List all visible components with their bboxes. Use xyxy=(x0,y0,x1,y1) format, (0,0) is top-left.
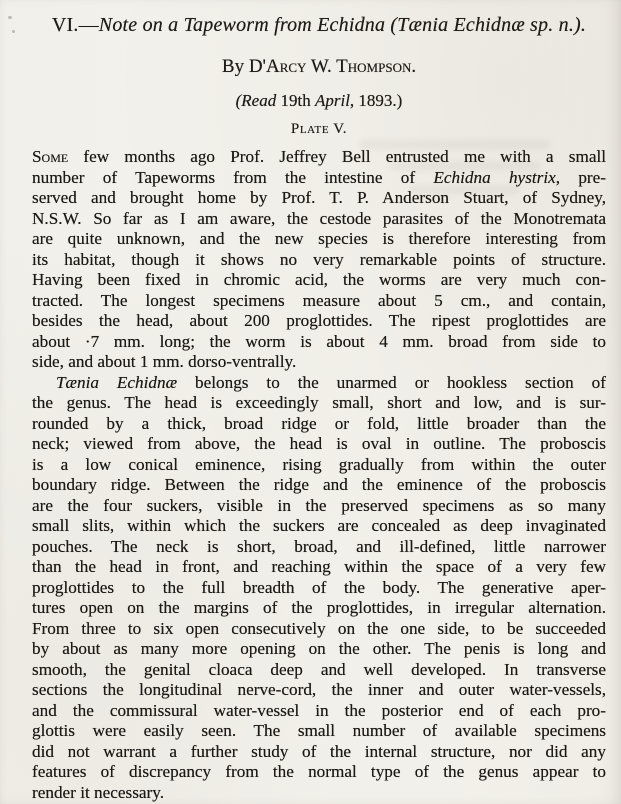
text-segment: D'Arcy W. Thompson. xyxy=(248,56,417,77)
scan-speck xyxy=(12,30,15,33)
text-segment: April xyxy=(314,91,350,110)
text-segment: about ·7 mm. long; the worm is about 4 mm. broad from side to xyxy=(32,331,606,351)
text-segment: boundary ridge. Between the ridge and the eminence of the proboscis xyxy=(32,475,606,494)
text-line xyxy=(32,680,606,701)
text-segment: pouches. The neck is short, broad, and ill-defined, little narrower xyxy=(32,536,606,556)
text-line xyxy=(32,721,606,742)
text-line xyxy=(32,455,606,476)
text-line xyxy=(32,291,606,312)
text-segment: 19th xyxy=(280,91,315,110)
text-segment: the genus. The head is exceedingly small, short and low, and is sur- xyxy=(32,393,606,412)
article-plate-reference xyxy=(32,120,606,138)
text-segment: Echidna hystrix xyxy=(433,167,556,187)
text-line xyxy=(32,762,606,783)
scan-speck xyxy=(8,16,12,19)
text-line xyxy=(32,496,606,517)
text-line xyxy=(32,660,606,681)
text-segment: number of Tapeworms from the intestine of xyxy=(32,167,434,187)
text-segment: its habitat, though it shows no very remarkable points of structure. xyxy=(32,249,606,269)
text-segment: than the head in front, and reaching within the space of a very few xyxy=(32,557,606,576)
text-segment: besides the head, about 200 proglottides. The ripest proglottides are xyxy=(32,311,606,330)
text-line xyxy=(32,229,606,250)
text-line xyxy=(32,475,606,496)
text-segment: proglottides to the full breadth of the body. The generative aper- xyxy=(32,577,606,597)
text-segment: and the commissural water-vessel in the posterior end of each pro- xyxy=(32,700,606,720)
text-segment: rounded by a thick, broad ridge or fold, little broader than the xyxy=(32,413,606,433)
text-segment: features of discrepancy from the normal type of the genus appear to xyxy=(32,762,606,781)
text-segment: , pre- xyxy=(555,167,606,187)
text-line xyxy=(32,516,606,537)
text-segment: glottis were easily seen. The small number of available specimens xyxy=(32,721,606,740)
text-line xyxy=(32,619,606,640)
text-line xyxy=(32,742,606,763)
text-line xyxy=(32,270,606,291)
article-body xyxy=(32,147,606,803)
text-segment: small slits, within which the suckers are concealed as deep invaginated xyxy=(32,516,606,535)
text-line xyxy=(32,332,606,353)
text-segment: few months ago Prof. Jeffrey Bell entrusted me with a small xyxy=(68,147,606,166)
text-line xyxy=(32,701,606,722)
text-segment: render it necessary. xyxy=(32,782,165,802)
paragraph xyxy=(32,373,606,804)
text-segment: By xyxy=(221,56,249,77)
text-segment: VI.— xyxy=(51,14,99,36)
text-line xyxy=(32,393,606,414)
text-line xyxy=(32,250,606,271)
text-segment: , 1893.) xyxy=(349,91,403,110)
text-line xyxy=(32,434,606,455)
text-segment: tracted. The longest specimens measure about 5 cm., and contain, xyxy=(32,290,606,310)
text-line xyxy=(32,352,606,373)
text-segment: (Read xyxy=(235,91,281,110)
text-segment: neck; viewed from above, the head is oval in outline. The proboscis xyxy=(32,434,606,453)
paragraph xyxy=(32,147,606,373)
text-segment: did not warrant a further study of the internal structure, nor did any xyxy=(32,741,606,761)
text-segment: are the four suckers, visible in the preserved specimens as so many xyxy=(32,495,606,515)
text-segment: is a low conical eminence, rising gradually from within the outer xyxy=(32,454,606,474)
text-line xyxy=(32,209,606,230)
text-line xyxy=(32,639,606,660)
text-segment: smooth, the genital cloaca deep and well developed. In transverse xyxy=(32,659,606,679)
text-segment: Plate V. xyxy=(290,121,348,137)
text-line xyxy=(32,557,606,578)
article-title xyxy=(32,12,606,38)
text-line xyxy=(32,783,606,804)
text-line xyxy=(32,578,606,599)
text-segment: sections the longitudinal nerve-cord, the inner and outer water-vessels, xyxy=(32,680,606,699)
text-segment: From three to six open consecutively on the one side, to be succeeded xyxy=(32,618,606,638)
text-segment: tures open on the margins of the proglottides, in irregular alternation. xyxy=(32,598,606,617)
text-line xyxy=(32,311,606,332)
text-segment: side, and about 1 mm. dorso-ventrally. xyxy=(32,352,297,371)
article-read-date xyxy=(32,90,606,111)
text-line xyxy=(32,373,606,394)
text-line xyxy=(32,598,606,619)
text-segment: N.S.W. So far as I am aware, the cestode parasites of the Monotremata xyxy=(32,208,606,228)
text-segment: Some xyxy=(32,147,69,166)
text-segment: are quite unknown, and the new species is therefore interesting from xyxy=(32,229,606,248)
article-byline xyxy=(32,55,606,79)
text-line xyxy=(32,188,606,209)
text-line xyxy=(32,168,606,189)
text-segment: served and brought home by Prof. T. P. Anderson Stuart, of Sydney, xyxy=(32,188,606,207)
text-segment: Note on a Tapeworm from Echidna (Tænia Echidnæ sp. n.). xyxy=(98,14,587,36)
text-segment: by about as many more opening on the other. The penis is long and xyxy=(32,639,606,658)
text-line xyxy=(32,537,606,558)
text-segment: belongs to the unarmed or hookless section of xyxy=(177,372,606,392)
text-segment: Having been fixed in chromic acid, the worms are very much con- xyxy=(32,270,606,289)
text-segment: Tænia Echidnæ xyxy=(56,372,178,392)
text-line xyxy=(32,147,606,168)
text-line xyxy=(32,414,606,435)
